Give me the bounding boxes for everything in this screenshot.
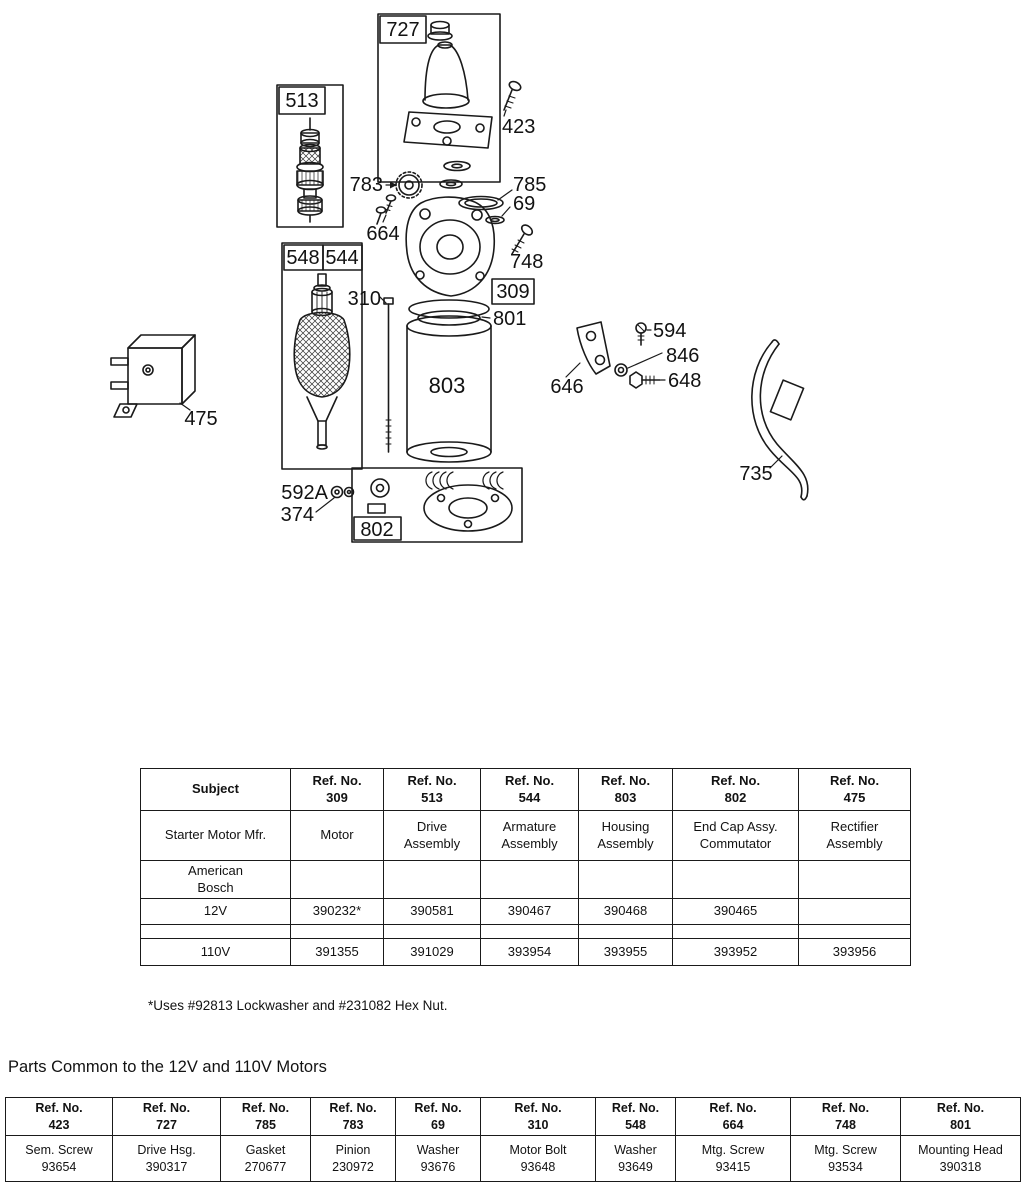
table-cell: 390232* [291, 899, 384, 925]
screws-664 [377, 195, 396, 224]
callout-646: 646 [550, 376, 584, 398]
callout-803: 803 [428, 373, 466, 398]
table-cell [291, 861, 384, 899]
section-heading: Parts Common to the 12V and 110V Motors [8, 1058, 327, 1076]
callout-310: 310 [347, 288, 381, 310]
table-cell [481, 861, 579, 899]
table-cell [481, 925, 579, 939]
table-cell [799, 899, 911, 925]
table-row [141, 899, 911, 925]
table-header-cell: Ref. No. 310 [481, 1098, 596, 1136]
table-header-cell: Ref. No. 548 [596, 1098, 676, 1136]
bracket-646 [577, 322, 610, 374]
callout-309: 309 [496, 281, 530, 303]
callout-544: 544 [325, 247, 359, 269]
armature-548-544-group [282, 243, 362, 469]
table-cell: 110V [141, 939, 291, 966]
table-header-cell: Ref. No. 664 [676, 1098, 791, 1136]
table-row [141, 861, 911, 899]
common-parts-table-section [5, 1097, 1021, 1182]
screw-748 [512, 223, 534, 254]
table-cell: Sem. Screw 93654 [6, 1136, 113, 1182]
table-cell [291, 925, 384, 939]
table-cell: Pinion 230972 [311, 1136, 396, 1182]
table-header-cell: Ref. No. 802 [673, 769, 799, 811]
screw-423 [504, 80, 522, 110]
table-header-row [6, 1098, 1021, 1136]
callout-735: 735 [739, 463, 773, 485]
table-cell: 391355 [291, 939, 384, 966]
table-header-cell: Ref. No. 727 [113, 1098, 221, 1136]
callout-664: 664 [366, 223, 400, 245]
table-cell [141, 925, 291, 939]
gear-housing-middle [406, 197, 494, 296]
pinion-783 [396, 172, 422, 198]
callout-801: 801 [493, 308, 527, 330]
callout-513: 513 [285, 90, 319, 112]
washers-under-housing [440, 162, 470, 189]
table-cell [579, 925, 673, 939]
starter-motor-table-section [140, 768, 911, 966]
table-cell [384, 861, 481, 899]
table-cell: Washer 93649 [596, 1136, 676, 1182]
table-cell: American Bosch [141, 861, 291, 899]
table-cell: 390581 [384, 899, 481, 925]
callout-748: 748 [510, 251, 544, 273]
table-row [6, 1136, 1021, 1182]
washer-69 [486, 217, 504, 224]
callout-592A: 592A [281, 482, 328, 504]
table-cell: 393954 [481, 939, 579, 966]
leader-lines [180, 110, 782, 512]
table-cell: Mtg. Screw 93415 [676, 1136, 791, 1182]
table-header-cell: Ref. No. 803 [579, 769, 673, 811]
table-cell: End Cap Assy. Commutator [673, 811, 799, 861]
table-cell: 390468 [579, 899, 673, 925]
table-cell: 12V [141, 899, 291, 925]
table-cell: Drive Hsg. 390317 [113, 1136, 221, 1182]
table-header-cell: Ref. No. 69 [396, 1098, 481, 1136]
callout-727: 727 [386, 19, 420, 41]
table-cell: Armature Assembly [481, 811, 579, 861]
washer-846 [615, 364, 627, 376]
table-header-cell: Ref. No. 475 [799, 769, 911, 811]
table-cell: Housing Assembly [579, 811, 673, 861]
table-cell: Motor Bolt 93648 [481, 1136, 596, 1182]
table-cell: 390467 [481, 899, 579, 925]
table-header-cell: Ref. No. 309 [291, 769, 384, 811]
table-cell: Motor [291, 811, 384, 861]
table-cell: 393952 [673, 939, 799, 966]
table-cell [384, 925, 481, 939]
table-cell: Rectifier Assembly [799, 811, 911, 861]
common-parts-table [5, 1097, 1021, 1182]
table-cell [799, 925, 911, 939]
table-cell: 391029 [384, 939, 481, 966]
table-cell: 393955 [579, 939, 673, 966]
callout-785: 785 [513, 174, 547, 196]
motor-bolt-310 [384, 298, 393, 452]
table-cell: Mounting Head 390318 [901, 1136, 1021, 1182]
table-row [141, 925, 911, 939]
table-cell: Starter Motor Mfr. [141, 811, 291, 861]
table-header-cell: Subject [141, 769, 291, 811]
table-cell: 393956 [799, 939, 911, 966]
table-header-cell: Ref. No. 544 [481, 769, 579, 811]
table-cell [799, 861, 911, 899]
callout-783: 783 [349, 174, 383, 196]
callout-648: 648 [668, 370, 702, 392]
table-header-cell: Ref. No. 513 [384, 769, 481, 811]
table-header-cell: Ref. No. 423 [6, 1098, 113, 1136]
starter-motor-table [140, 768, 911, 966]
table-cell [579, 861, 673, 899]
screw-648 [630, 372, 660, 388]
callout-548: 548 [286, 247, 320, 269]
table-cell: Drive Assembly [384, 811, 481, 861]
table-row [141, 811, 911, 861]
table-header-cell: Ref. No. 801 [901, 1098, 1021, 1136]
table-cell: 390465 [673, 899, 799, 925]
table-cell [673, 925, 799, 939]
table-cell: Washer 93676 [396, 1136, 481, 1182]
table-cell: Mtg. Screw 93534 [791, 1136, 901, 1182]
footnote: *Uses #92813 Lockwasher and #231082 Hex Nut. [148, 998, 448, 1013]
terminal-parts-592a-374 [332, 487, 354, 498]
table-cell: Gasket 270677 [221, 1136, 311, 1182]
callout-594: 594 [653, 320, 687, 342]
table-header-cell: Ref. No. 748 [791, 1098, 901, 1136]
callout-374: 374 [280, 504, 314, 526]
callout-802: 802 [360, 519, 394, 541]
callout-423: 423 [502, 116, 536, 138]
table-cell [673, 861, 799, 899]
callout-846: 846 [666, 345, 700, 367]
table-row [141, 939, 911, 966]
callout-69: 69 [513, 193, 536, 215]
table-header-cell: Ref. No. 783 [311, 1098, 396, 1136]
callout-475: 475 [184, 408, 218, 430]
table-header-row [141, 769, 911, 811]
screw-594 [636, 323, 646, 345]
table-header-cell: Ref. No. 785 [221, 1098, 311, 1136]
